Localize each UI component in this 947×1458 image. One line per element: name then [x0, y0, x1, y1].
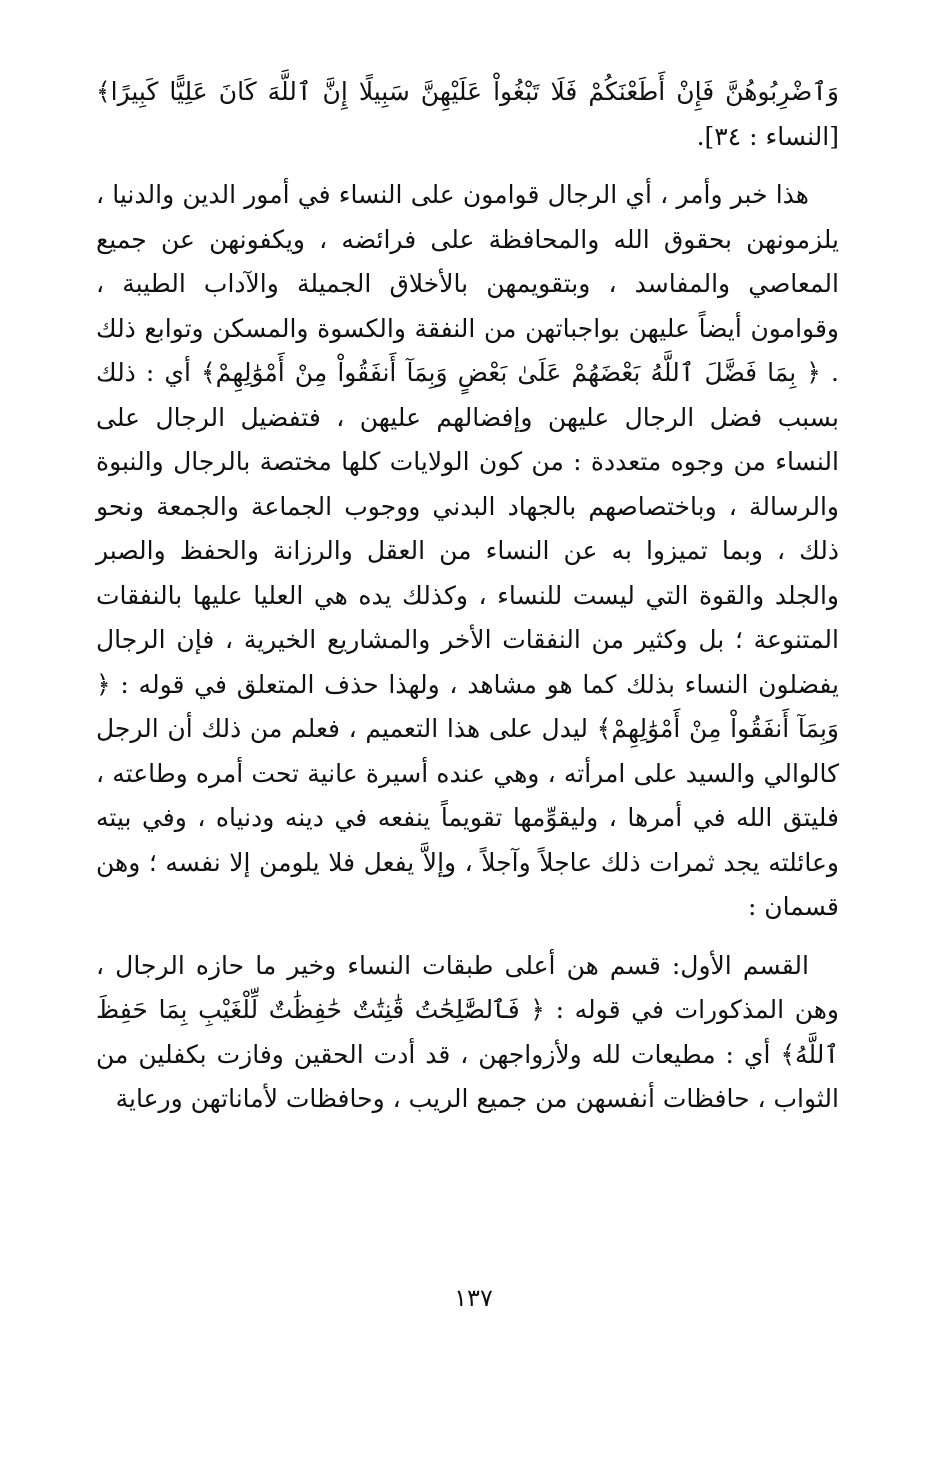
quran-verse-continuation: وَٱضْرِبُوهُنَّ فَإِنْ أَطَعْنَكُمْ فَلَا تَبْغُواْ عَلَيْهِنَّ سَبِيلًا إِنَّ ٱللَّهَ كَانَ عَلِيًّا كَبِيرًا﴾ [النساء : ٣٤]. [96, 77, 839, 151]
first-category-paragraph: القسم الأول: قسم هن أعلى طبقات النساء وخير ما حازه الرجال ، وهن المذكورات في قوله : ﴿ فَٱلصَّٰلِحَٰتُ قَٰنِتَٰتٌ حَٰفِظَٰتٌ لِّلْغَيْبِ بِمَا حَفِظَ ٱللَّهُ﴾ أي : مطيعات لله ولأزواجهن ، قد أدت الحقين وفازت بكفلين من الثواب ، حافظات أنفسهن من جميع الريب ، وحافظات لأماناتهن ورعاية [96, 950, 839, 1113]
tafsir-paragraph: هذا خبر وأمر ، أي الرجال قوامون على النساء في أمور الدين والدنيا ، يلزمونهن بحقوق الله والمحافظة على فرائضه ، ويكفونهن عن جميع المعاصي والمفاسد ، وبتقويمهن بالأخلاق الجميلة والآداب الطيبة ، وقوامون أيضاً عليهن بواجباتهن من النفقة والكسوة والمسكن وتوابع ذلك . ﴿ بِمَا فَضَّلَ ٱللَّهُ بَعْضَهُمْ عَلَىٰ بَعْضٍ وَبِمَآ أَنفَقُواْ مِنْ أَمْوَٰلِهِمْ﴾ أي : ذلك بسبب فضل الرجال عليهن وإفضالهم عليهن ، فتفضيل الرجال على النساء من وجوه متعددة : من كون الولايات كلها مختصة بالرجال والنبوة والرسالة ، وباختصاصهم بالجهاد البدني ووجوب الجماعة والجمعة ونحو ذلك ، وبما تميزوا به عن النساء من العقل والرزانة والحفظ والصبر والجلد والقوة التي ليست للنساء ، وكذلك يده هي العليا عليها بالنفقات المتنوعة ؛ بل وكثير من النفقات الأخر والمشاريع الخيرية ، فإن الرجال يفضلون النساء بذلك كما هو مشاهد ، ولهذا حذف المتعلق في قوله : ﴿ وَبِمَآ أَنفَقُواْ مِنْ أَمْوَٰلِهِمْ﴾ ليدل على هذا التعميم ، فعلم من ذلك أن الرجل كالوالي والسيد على امرأته ، وهي عنده أسيرة عانية تحت أمره وطاعته ، فليتق الله في أمرها ، وليقوِّمها تقويماً ينفعه في دينه ودنياه ، وفي بيته وعائلته يجد ثمرات ذلك عاجلاً وآجلاً ، وإلاَّ يفعل فلا يلومن إلا نفسه ؛ وهن قسمان : [96, 180, 839, 921]
page-number: ١٣٧ [454, 1284, 493, 1312]
